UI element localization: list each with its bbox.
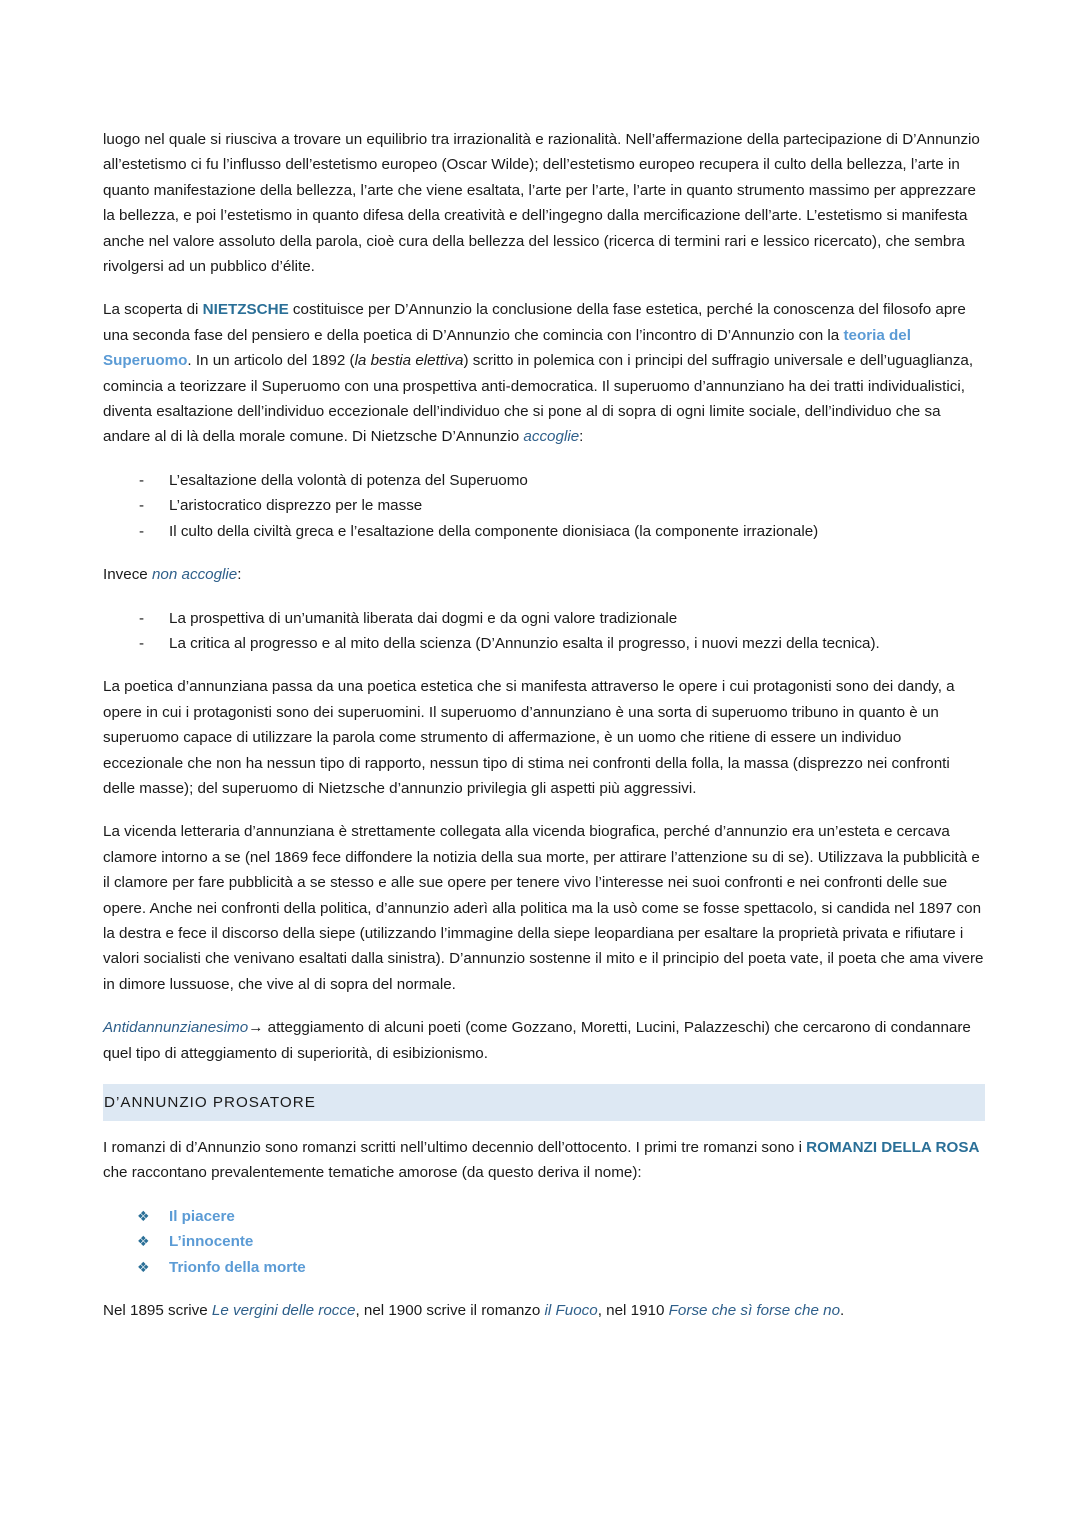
paragraph-antidannunzianesimo [103, 1015, 985, 1066]
text-run: . In un articolo del 1892 ( [187, 352, 355, 370]
text-run: La scoperta di [103, 301, 203, 319]
text-run: , nel 1910 [597, 1302, 669, 1320]
paragraph-invece [103, 562, 985, 587]
text-run: atteggiamento di alcuni poeti (come Gozzano, Moretti, Lucini, Palazzeschi) che cercarono di condannare quel tipo di atteggiamento di superiorità, di esibizionismo. [103, 1019, 971, 1062]
diamond-bullet-icon: ❖ [137, 1258, 150, 1275]
text-run: che raccontano prevalentemente tematiche amorose (da questo deriva il nome): [103, 1164, 642, 1182]
list-item: - La critica al progresso e al mito della scienza (D’Annunzio esalta il progresso, i nuovi mezzi della tecnica). [103, 631, 985, 656]
novel-title: Trionfo della morte [169, 1258, 306, 1276]
paragraph-romanzi [103, 1135, 985, 1186]
text-run: . [840, 1302, 845, 1320]
novel-title: L’innocente [169, 1233, 254, 1251]
arrow-icon: → [248, 1019, 264, 1037]
text-run: Nel 1895 scrive [103, 1302, 212, 1320]
text-run: : [237, 566, 242, 584]
text-run: I romanzi di d’Annunzio sono romanzi scritti nell’ultimo decennio dell’ottocento. I primi tre romanzi sono i [103, 1139, 807, 1156]
paragraph-estetismo: luogo nel quale si riusciva a trovare un equilibrio tra irrazionalità e razionalità. Nell’affermazione della partecipazione di D’Annunzio all’estetismo ci fu l’influsso dell’estetismo europeo (Oscar Wilde); dell’estetismo europeo recupera il culto della bellezza, l’arte in quanto manifestazione della bellezza, l’arte che viene esaltata, l’arte per l’arte, l’arte in quanto strumento massimo per apprezzare la bellezza, e poi l’estetismo in quanto difesa della creatività e dell’ingegno dalla mercificazione dell’arte. L’estetismo si manifesta anche nel valore assoluto della parola, cioè cura della bellezza del lessico (ricerca di termini rari e lessico ricercato), che sembra rivolgersi ad un pubblico d’élite. [103, 131, 980, 276]
section-heading [103, 1084, 985, 1121]
document-page [103, 127, 985, 1341]
list-item: - Il culto della civiltà greca e l’esaltazione della componente dionisiaca (la componente irrazionale) [103, 519, 985, 544]
keyword-non-accoglie: non accoglie [151, 566, 238, 584]
keyword-nietzsche: NIETZSCHE [202, 301, 289, 319]
diamond-bullet-icon: ❖ [137, 1207, 150, 1224]
paragraph-altre-opere [103, 1298, 985, 1323]
keyword-teoria-superuomo: teoria del Superuomo [103, 326, 911, 370]
text-run: Invece [103, 566, 152, 584]
list-item [103, 1255, 985, 1280]
title-forse-che-si-forse-che-no: Forse che sì forse che no [668, 1302, 841, 1320]
keyword-romanzi-della-rosa: ROMANZI DELLA ROSA [806, 1139, 980, 1156]
novel-title: Il piacere [169, 1207, 235, 1225]
list-item: - La prospettiva di un’umanità liberata dai dogmi e da ogni valore tradizionale [103, 606, 985, 631]
paragraph-nietzsche [103, 297, 985, 449]
keyword-accoglie: accoglie [523, 428, 580, 446]
text-run: : [579, 428, 584, 446]
title-le-vergini-delle-rocce: Le vergini delle rocce [211, 1302, 356, 1320]
non-accoglie-list [103, 606, 985, 657]
text-run: ) scritto in polemica con i principi del suffragio universale e dell’uguaglianza, comincia a teorizzare il Superuomo con una prospettiva anti-democratica. Il superuomo d’annunziano ha dei tratti individualistici, diventa esaltazione dell’individuo eccezionale dell’individuo che si pone al di sopra di ogni limite sociale, dell’individuo che sa andare al di là della morale comune. Di Nietzsche D’Annunzio [103, 352, 974, 446]
paragraph-poetica: La poetica d’annunziana passa da una poetica estetica che si manifesta attraverso le opere i cui protagonisti sono dei dandy, a opere in cui i protagonisti sono dei superuomini. Il superuomo d’annunziano è una sorta di superuomo tribuno in quanto è un superuomo capace di utilizzare la parola come strumento di affermazione, è un uomo che ritiene di essere un individuo eccezionale che non ha nessun tipo di rapporto, nessun tipo di stima nei confronti della folla, la massa (disprezzo nei confronti delle masse); del superuomo di Nietzsche d’annunzio privilegia gli aspetti più aggressivi. [103, 678, 955, 797]
paragraph-vicenda: La vicenda letteraria d’annunziana è strettamente collegata alla vicenda biografica, perché d’annunzio era un’esteta e cercava clamore intorno a se (nel 1869 fece diffondere la notizia della sua morte, per attirare l’attenzione su di se). Utilizzava la pubblicità e il clamore per fare pubblicità a se stesso e alle sue opere per tenere vivo l’interesse nei suoi confronti e nei confronti delle sue opere. Anche nei confronti della politica, d’annunzio aderì alla politica ma la usò come se fosse spettacolo, si candida nel 1897 con la destra e fece il discorso della siepe (utilizzando l’immagine della siepe leopardiana per esaltare la proprietà privata e rifiutare i valori socialisti che venivano esaltati dalla sinistra). D’annunzio sostenne il mito e il principio del poeta vate, il poeta che ama vivere in dimore lussuose, che vive al di sopra del normale. [103, 823, 984, 993]
diamond-bullet-icon: ❖ [137, 1233, 150, 1250]
accoglie-list [103, 468, 985, 544]
list-item [103, 1204, 985, 1229]
title-la-bestia-elettiva: la bestia elettiva [354, 352, 464, 370]
title-il-fuoco: il Fuoco [544, 1302, 598, 1320]
keyword-antidannunzianesimo: Antidannunzianesimo [103, 1019, 249, 1037]
text-run: costituisce per D’Annunzio la conclusione della fase estetica, perché la conoscenza del filosofo apre una seconda fase del pensiero e della poetica di D’Annunzio che comincia con l’incontro di D’Annunzio con la [103, 301, 966, 344]
section-title: D’ANNUNZIO PROSATORE [104, 1094, 316, 1111]
text-run: , nel 1900 scrive il romanzo [355, 1302, 545, 1320]
list-item: - L’aristocratico disprezzo per le masse [103, 493, 985, 518]
romanzi-rosa-list [103, 1204, 985, 1280]
list-item: - L’esaltazione della volontà di potenza del Superuomo [103, 468, 985, 493]
list-item [103, 1229, 985, 1254]
